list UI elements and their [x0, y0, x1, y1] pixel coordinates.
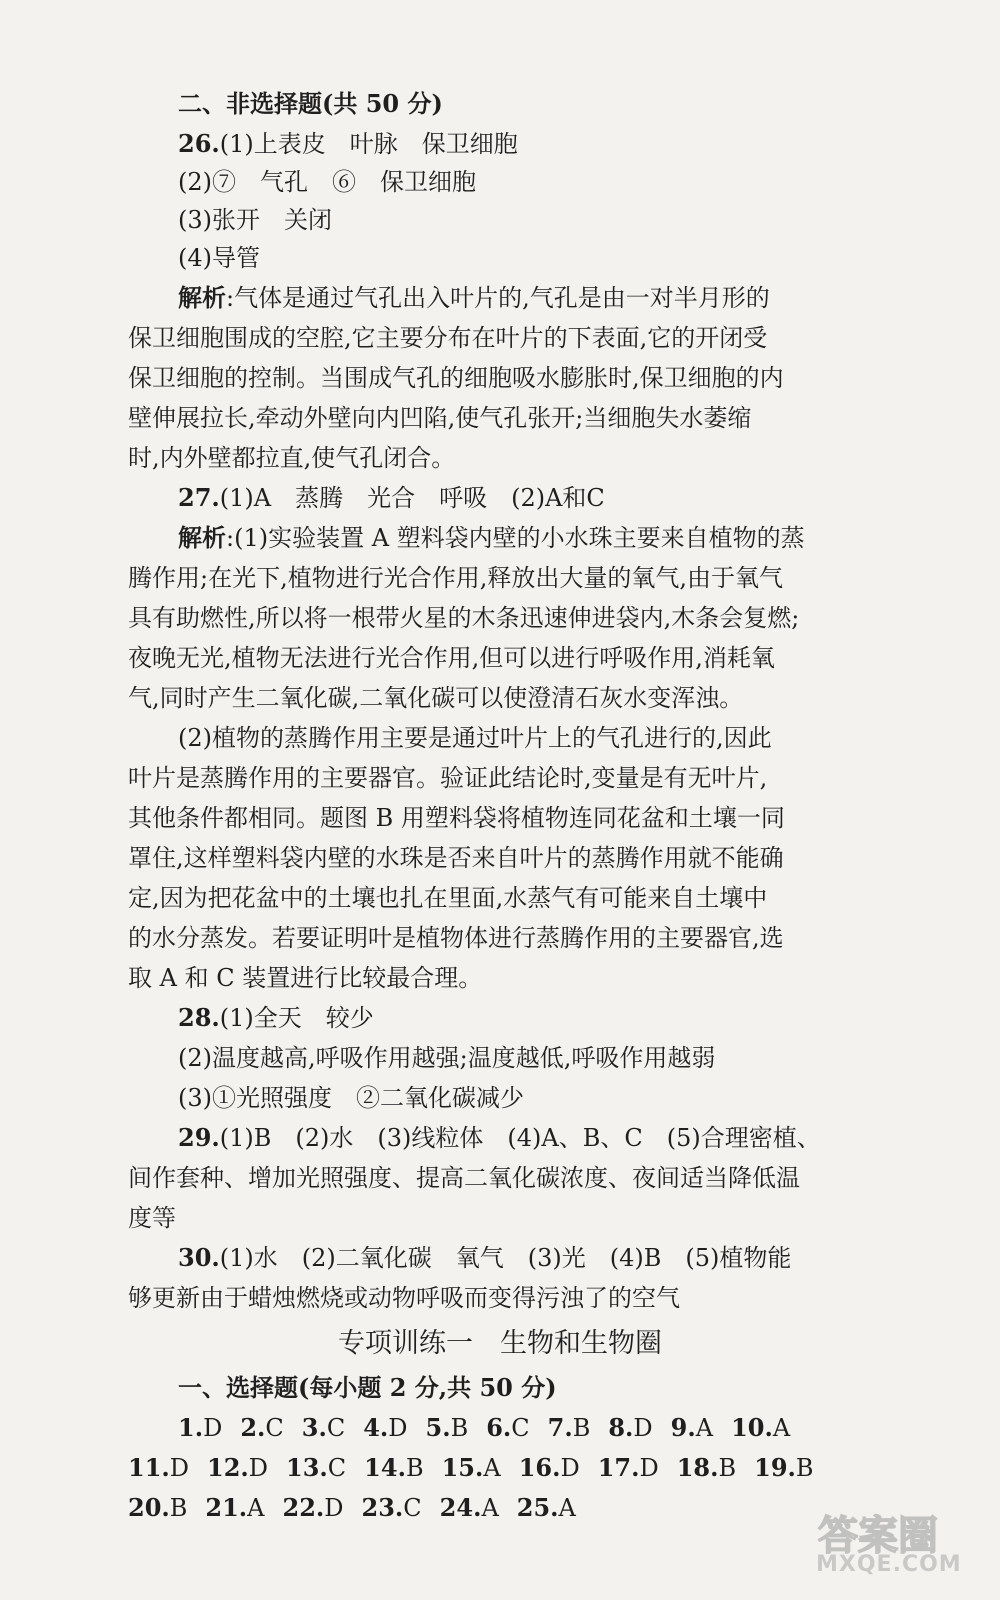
mc-answer-letter: D — [248, 1454, 269, 1482]
mc-question-number: 13. — [286, 1453, 328, 1482]
mc-answer-letter: C — [265, 1414, 284, 1442]
mc-answer-row-1 — [178, 1412, 808, 1444]
mc-answer-letter: D — [324, 1494, 344, 1522]
mc-question-number: 5. — [425, 1413, 451, 1442]
q30-line-2: 够更新由于蜡烛燃烧或动物呼吸而变得污浊了的空气 — [128, 1284, 680, 1312]
q27-analysis-text-1: :(1)实验装置 A 塑料袋内壁的小水珠主要来自植物的蒸 — [226, 524, 805, 552]
mc-question-number: 17. — [597, 1453, 640, 1482]
q28-line-3: (3)①光照强度 ②二氧化碳减少 — [178, 1084, 524, 1112]
q26-line-1 — [178, 128, 518, 160]
q26-analysis-label: 解析 — [178, 283, 226, 312]
mc-question-number: 24. — [439, 1493, 482, 1522]
mc-answer-item — [205, 1492, 264, 1524]
mc-answer-letter: C — [511, 1414, 530, 1442]
mc-answer-letter: C — [403, 1494, 422, 1522]
mc-answer-item — [608, 1412, 652, 1444]
mc-answer-letter: D — [388, 1414, 408, 1442]
mc-answer-item — [362, 1492, 422, 1524]
mc-answer-item — [517, 1492, 576, 1524]
mc-answer-item — [240, 1412, 283, 1444]
mc-answer-item — [128, 1452, 189, 1484]
mc-answer-letter: A — [558, 1494, 576, 1522]
mc-question-number: 14. — [364, 1453, 406, 1482]
section-heading-nonchoice: 二、非选择题(共 50 分) — [178, 89, 443, 118]
mc-answer-letter: D — [639, 1454, 659, 1482]
mc-question-number: 8. — [608, 1413, 634, 1442]
mc-answer-item — [283, 1492, 344, 1524]
mc-answer-letter: B — [405, 1454, 424, 1482]
mc-question-number: 7. — [547, 1413, 573, 1442]
mc-answer-item — [519, 1452, 580, 1484]
mc-question-number: 3. — [301, 1413, 327, 1442]
special-training-title: 专项训练一 生物和生物圈 — [338, 1328, 662, 1359]
mc-answer-item — [178, 1412, 222, 1444]
mc-question-number: 4. — [363, 1413, 389, 1442]
mc-answer-item — [286, 1452, 346, 1484]
q27-analysis-line-11: 的水分蒸发。若要证明叶是植物体进行蒸腾作用的主要器官,选 — [128, 924, 784, 952]
mc-answer-item — [677, 1452, 736, 1484]
mc-answer-letter: A — [247, 1494, 265, 1522]
mc-answer-letter: B — [169, 1494, 188, 1522]
mc-question-number: 6. — [486, 1413, 512, 1442]
mc-answer-letter: A — [772, 1414, 791, 1442]
watermark-url: MXQE.COM — [816, 1552, 962, 1577]
q27-number: 27. — [178, 483, 220, 512]
q28-line-1 — [178, 1002, 374, 1034]
q27-analysis-line-9: 罩住,这样塑料袋内壁的水珠是否来自叶片的蒸腾作用就不能确 — [128, 844, 784, 872]
mc-answer-row-3 — [128, 1492, 594, 1524]
q26-number: 26. — [178, 129, 220, 158]
site-watermark — [808, 1504, 978, 1582]
q29-line-1 — [178, 1122, 821, 1154]
mc-question-number: 19. — [754, 1453, 796, 1482]
q27-analysis-line-4: 夜晚无光,植物无法进行光合作用,但可以进行呼吸作用,消耗氧 — [128, 644, 775, 672]
mc-answer-item — [207, 1452, 268, 1484]
mc-answer-letter: B — [795, 1454, 814, 1482]
mc-answer-letter: D — [203, 1414, 223, 1442]
q26-analysis-line-4: 壁伸展拉长,牵动外壁向内凹陷,使气孔张开;当细胞失水萎缩 — [128, 404, 752, 432]
mc-question-number: 11. — [128, 1453, 170, 1482]
mc-question-number: 9. — [670, 1413, 696, 1442]
q26-answer-1: (1)上表皮 叶脉 保卫细胞 — [219, 130, 518, 158]
q29-line-2: 间作套种、增加光照强度、提高二氧化碳浓度、夜间适当降低温 — [128, 1164, 800, 1192]
mc-answer-letter: A — [483, 1454, 501, 1482]
mc-question-number: 20. — [128, 1493, 170, 1522]
special-mc-heading: 一、选择题(每小题 2 分,共 50 分) — [178, 1373, 557, 1402]
mc-question-number: 12. — [207, 1453, 249, 1482]
mc-answer-letter: D — [633, 1414, 653, 1442]
q30-answer-1: (1)水 (2)二氧化碳 氧气 (3)光 (4)B (5)植物能 — [219, 1244, 792, 1272]
mc-answer-letter: A — [481, 1494, 499, 1522]
mc-question-number: 23. — [361, 1493, 404, 1522]
mc-answer-item — [363, 1412, 407, 1444]
q27-analysis-line-3: 具有助燃性,所以将一根带火星的木条迅速伸进袋内,木条会复燃; — [128, 604, 800, 632]
q27-analysis-line-12: 取 A 和 C 装置进行比较最合理。 — [128, 964, 483, 992]
mc-answer-item — [731, 1412, 790, 1444]
q26-line-4: (4)导管 — [178, 244, 260, 272]
mc-question-number: 16. — [518, 1453, 561, 1482]
q29-line-3: 度等 — [128, 1204, 176, 1232]
mc-question-number: 21. — [205, 1493, 248, 1522]
q27-analysis-line-8: 其他条件都相同。题图 B 用塑料袋将植物连同花盆和土壤一同 — [128, 804, 785, 832]
q27-analysis-line-7: 叶片是蒸腾作用的主要器官。验证此结论时,变量是有无叶片, — [128, 764, 768, 792]
mc-answer-item — [128, 1492, 187, 1524]
q26-analysis-line-2: 保卫细胞围成的空腔,它主要分布在叶片的下表面,它的开闭受 — [128, 324, 768, 352]
mc-answer-item — [754, 1452, 813, 1484]
mc-answer-item — [440, 1492, 499, 1524]
q26-line-2: (2)⑦ 气孔 ⑥ 保卫细胞 — [178, 168, 476, 196]
q27-line-1 — [178, 482, 605, 514]
mc-question-number: 22. — [282, 1493, 325, 1522]
mc-question-number: 1. — [178, 1413, 204, 1442]
mc-answer-letter: C — [327, 1454, 347, 1482]
q28-line-2: (2)温度越高,呼吸作用越强;温度越低,呼吸作用越弱 — [178, 1044, 716, 1072]
q30-number: 30. — [178, 1243, 220, 1272]
mc-answer-item — [302, 1412, 345, 1444]
mc-answer-letter: C — [326, 1414, 346, 1442]
q29-answer-1: (1)B (2)水 (3)线粒体 (4)A、B、C (5)合理密植、 — [219, 1124, 821, 1152]
watermark-logo-text: 答案圈 — [818, 1513, 938, 1559]
mc-answer-letter: D — [169, 1454, 190, 1482]
mc-answer-item — [548, 1412, 591, 1444]
mc-question-number: 2. — [240, 1413, 266, 1442]
mc-answer-item — [426, 1412, 469, 1444]
q26-analysis-line-5: 时,内外壁都拉直,使气孔闭合。 — [128, 444, 456, 472]
mc-answer-letter: A — [695, 1414, 714, 1442]
mc-answer-letter: B — [450, 1414, 469, 1442]
mc-answer-letter: B — [718, 1454, 737, 1482]
q27-analysis-line-6: (2)植物的蒸腾作用主要是通过叶片上的气孔进行的,因此 — [178, 724, 772, 752]
mc-question-number: 15. — [441, 1453, 484, 1482]
mc-answer-item — [364, 1452, 423, 1484]
mc-answer-letter: B — [572, 1414, 591, 1442]
mc-answer-item — [442, 1452, 501, 1484]
q30-line-1 — [178, 1242, 791, 1274]
mc-answer-item — [486, 1412, 529, 1444]
q27-analysis-line-10: 定,因为把花盆中的土壤也扎在里面,水蒸气有可能来自土壤中 — [128, 884, 768, 912]
q28-number: 28. — [178, 1003, 220, 1032]
mc-answer-item — [671, 1412, 713, 1444]
mc-question-number: 25. — [516, 1493, 559, 1522]
q29-number: 29. — [178, 1123, 220, 1152]
q27-analysis-line-1 — [178, 522, 805, 554]
q27-answer: (1)A 蒸腾 光合 呼吸 (2)A和C — [219, 484, 605, 512]
q27-analysis-label: 解析 — [178, 523, 226, 552]
q26-analysis-line-1 — [178, 282, 770, 314]
mc-question-number: 10. — [731, 1413, 773, 1442]
q27-analysis-line-2: 腾作用;在光下,植物进行光合作用,释放出大量的氧气,由于氧气 — [128, 564, 783, 592]
mc-question-number: 18. — [676, 1453, 719, 1482]
mc-answer-item — [598, 1452, 659, 1484]
q26-line-3: (3)张开 关闭 — [178, 206, 332, 234]
q26-analysis-text-1: :气体是通过气孔出入叶片的,气孔是由一对半月形的 — [226, 284, 770, 312]
mc-answer-letter: D — [560, 1454, 580, 1482]
q28-answer-1: (1)全天 较少 — [219, 1004, 374, 1032]
q27-analysis-line-5: 气,同时产生二氧化碳,二氧化碳可以使澄清石灰水变浑浊。 — [128, 684, 744, 712]
mc-answer-row-2 — [128, 1452, 832, 1484]
q26-analysis-line-3: 保卫细胞的控制。当围成气孔的细胞吸水膨胀时,保卫细胞的内 — [128, 364, 784, 392]
